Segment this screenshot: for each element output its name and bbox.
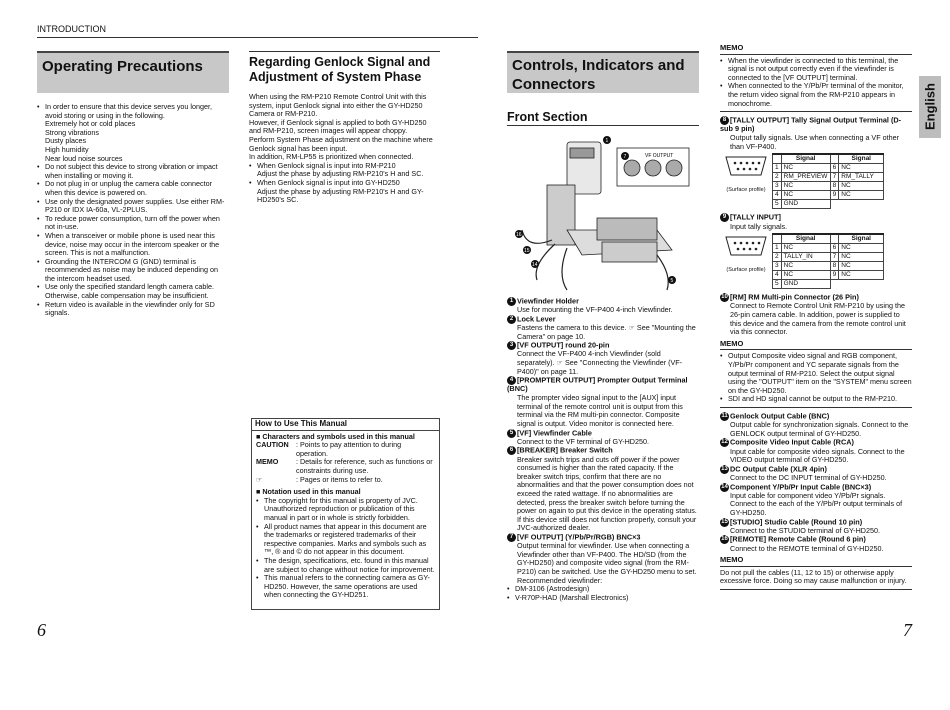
dsub9-icon (723, 153, 769, 183)
vf-output-label: VF OUTPUT (645, 153, 674, 159)
dsub-connector-diagram: (Surface profile) (720, 233, 772, 274)
item-6: 6 [BREAKER] Breaker Switch Breaker switch trips and cuts off power if the power consumed is higher than the rated capacity. If the breaker switch trips, confirm that there are no abnormalities and that the power consumption does not exceed the rated wattage. If no abnormalities are detected, press the breaker switch before turning the power on again to put this device in the operating status. If this device still does not function properly, consult your JVC-authorized dealer. (507, 446, 699, 533)
page-title: Operating Precautions (42, 58, 203, 75)
memo-3: MEMO Do not pull the cables (11, 12 to 15) or otherwise apply excessive force. Doing so may cause malfunction or injury. (720, 556, 912, 590)
item-8: 8 [TALLY OUTPUT] Tally Signal Output Terminal (D-sub 9 pin) Output tally signals. Use when connecting a VF other than VF-P400. (Surface profile) Signal Signal 1 NC 6 NC 2 RM_PREVIEW 7 RM_TALLY 3 NC 8 NC 4 NC 9 NC 5 GND (720, 115, 902, 208)
list-item: • Grounding the INTERCOM G (GND) terminal is recommended as noise may be induced depending on the intercom headset used. (37, 258, 229, 284)
howto-title: How to Use This Manual (252, 419, 439, 431)
list-item: • Use only the specified standard length camera cable. Otherwise, cable compensation may be insufficient. (37, 283, 229, 300)
front-section-heading: Front Section (507, 110, 588, 124)
howto-sub2: ■ Notation used in this manual (256, 487, 361, 497)
svg-text:5: 5 (670, 278, 674, 284)
list-item: • This manual refers to the connecting camera as GY-HD250. However, the same operations are used when connecting the GY-HD251. (256, 574, 435, 600)
item-2: 2 Lock Lever Fastens the camera to this device. ☞ See "Mounting the Camera" on page 10. (507, 315, 699, 341)
memo-1: MEMO • When the viewfinder is connected to this terminal, the signal is not output correctly even if the viewfinder is connected to the [VF OUTPUT] terminal. • When connected to the Y/Pb/Pr terminal of the monitor, the return video signal from the RM-P210 appears in monochrome. (720, 44, 912, 112)
svg-text:14: 14 (532, 262, 538, 268)
item-11: 11 Genlock Output Cable (BNC) Output cable for synchronization signals. Connect to the GENLOCK output terminal of GY-HD250. (721, 411, 909, 438)
front-section-heading-wrap (507, 110, 699, 126)
list-item: • When Genlock signal is input into GY-HD250 Adjust the phase by adjusting RM-P210's H and GY-HD250's SC. (249, 179, 440, 205)
avoid-list: Extremely hot or cold places Strong vibrations Dusty places High humidity Near loud noise sources (45, 119, 136, 163)
howto-sub1: ■ Characters and symbols used in this manual (256, 431, 415, 441)
list-item: • All product names that appear in this document are the trademarks or registered trademarks of their respective companies. Marks and symbols such as ™, ® and © do not appear in this document. (256, 523, 435, 557)
item-3: 3 [VF OUTPUT] round 20-pin Connect the VF-P400 4-inch Viewfinder (sold separately). ☞ See "Connecting the Viewfinder (VF-P400)" on page 11. (507, 341, 699, 376)
list-item: • V-R70P-HAD (Marshall Electronics) (507, 594, 699, 603)
page-number-right: 7 (903, 620, 912, 640)
genlock-rule (249, 51, 440, 52)
item-7: 7 [VF OUTPUT] (Y/Pb/Pr/RGB) BNC×3 Output terminal for viewfinder. Use when connecting a Viewfinder other than VF-P400. The HD/SD (from the GY-HD250) and composite video signal (from the RM-P210) can be switched. Use the GY-HD250 menu to set. Recommended viewfinder: • DM-3106 (Astrodesign) • V-R70P-HAD (Marshall Electronics) (507, 533, 699, 602)
svg-text:7: 7 (623, 154, 627, 160)
list-item: • Do not plug in or unplug the camera cable connector when this device is powered on. (37, 180, 229, 197)
list-item: • In order to ensure that this device serves you longer, avoid storing or using in the following. Extremely hot or cold places Strong vibrations Dusty places High humidity Near loud noise sources (37, 103, 229, 163)
item-9: 9 [TALLY INPUT] Input tally signals. (Surface profile) Signal Signal 1 NC 6 NC 2 TALLY_IN 7 NC 3 NC 8 NC 4 NC 9 NC 5 GND (720, 213, 912, 289)
list-item: • The copyright for this manual is property of JVC. Unauthorized reproduction or publication of this manual in part or in whole is strictly forbidden. (256, 497, 435, 523)
page-title-line2: Connectors (512, 76, 596, 93)
dsub9-icon (723, 233, 769, 263)
tally-input-pin-table: Signal Signal 1 NC 6 NC 2 TALLY_IN 7 NC 3 NC 8 NC 4 NC 9 NC 5 GND (772, 233, 884, 289)
dsub-connector-diagram: (Surface profile) (720, 153, 772, 194)
list-item: • To reduce power consumption, turn off the power when not in-use. (37, 215, 229, 232)
list-item: • When a transceiver or mobile phone is used near this device, noise may occur in the intercom speaker or the screen. This is not a malfunction. (37, 232, 229, 258)
page-number-left: 6 (37, 620, 46, 640)
how-to-use-box: How to Use This Manual ■ Characters and symbols used in this manual CAUTION : Points to pay attention to during operation. MEMO : Details for reference, such as functions or constraints during use. ☞ : Pages or items to refer to. ■ Notation used in this manual • The copyright for this manual is property of JVC. Unauthorized reproduction or publication of this manual in part or in whole is strictly forbidden. • All product names that appear in this document are the trademarks or registered trademarks of their respective companies. Marks and symbols such as ™, ® and © do not appear in this document. • The design, specifications, etc. found in this manual are subject to change without notice for improvement. • This manual refers to the connecting camera as GY-HD250. However, the same operations are used when connecting the GY-HD251. (251, 418, 440, 610)
item-4: 4 [PROMPTER OUTPUT] Prompter Output Terminal (BNC) The prompter video signal input to the [AUX] input terminal of the remote control unit is output from this terminal via the RM multi-pin connector. Composite signal is output. Video monitor is connected here. (507, 375, 688, 429)
item-5: 5 [VF] Viewfinder Cable Connect to the VF terminal of GY-HD250. (507, 429, 699, 447)
items-column-1 (507, 297, 699, 602)
list-item: • DM-3106 (Astrodesign) (507, 585, 699, 594)
items-column-2 (720, 44, 912, 590)
genlock-body: When using the RM-P210 Remote Control Unit with this system, input Genlock signal into either the GY-HD250 Camera or RM-P210. However, if Genlock signal is applied to both GY-HD250 and RM-P210, screen images will appear choppy. Perform System Phase adjustment on the machine where Genlock signal has been input. In addition, RM-LP55 is prioritized when connected. • When Genlock signal is input into RM-P210 Adjust the phase by adjusting RM-P210's H and SC. • When Genlock signal is input into GY-HD250 Adjust the phase by adjusting RM-P210's H and GY-HD250's SC. (249, 93, 440, 205)
list-item: • Return video is available in the viewfinder only for SD signals. (37, 301, 229, 318)
svg-text:1: 1 (605, 138, 609, 144)
item-15: 15 [STUDIO] Studio Cable (Round 10 pin) Connect to the STUDIO terminal of GY-HD250. (721, 516, 880, 535)
svg-text:15: 15 (524, 248, 530, 254)
tally-output-pin-table: Signal Signal 1 NC 6 NC 2 RM_PREVIEW 7 RM_TALLY 3 NC 8 NC 4 NC 9 NC 5 GND (772, 153, 884, 209)
item-10: 10 [RM] RM Multi-pin Connector (26 Pin) Connect to Remote Control Unit RM-P210 by using the 26-pin camera cable. In addition, power is supplied to this device and the camera from the remote control unit via this connector. (721, 292, 906, 337)
reference-icon: ☞ (256, 474, 263, 484)
list-item: • Do not subject this device to strong vibration or impact when installing or moving it. (37, 163, 229, 180)
operating-precautions-title-box (37, 51, 229, 93)
page-title-line1: Controls, Indicators and (512, 57, 685, 74)
section-label: INTRODUCTION (37, 24, 106, 34)
genlock-heading: Regarding Genlock Signal and Adjustment of System Phase (249, 55, 431, 84)
list-item: • The design, specifications, etc. found in this manual are subject to change without notice for improvement. (256, 557, 435, 574)
item-14: 14 Component Y/Pb/Pr Input Cable (BNC×3) Input cable for component video Y/Pb/Pr signals. Connect to the each of the Y/Pb/Pr output terminals of GY-HD250. (721, 481, 903, 517)
item-1: 1 Viewfinder Holder Use for mounting the VF-P400 4-inch Viewfinder. (507, 297, 699, 315)
list-item: • When Genlock signal is input into RM-P210 Adjust the phase by adjusting RM-P210's H and SC. (249, 162, 440, 179)
item-12: 12 Composite Video Input Cable (RCA) Input cable for composite video signals. Connect to the VIDEO output terminal of GY-HD250. (721, 437, 905, 465)
controls-title-box (507, 51, 699, 93)
item-16: 16 [REMOTE] Remote Cable (Round 6 pin) Connect to the REMOTE terminal of GY-HD250. (721, 534, 884, 553)
front-section-illustration (507, 130, 699, 295)
svg-text:16: 16 (516, 232, 522, 238)
item-13: 13 DC Output Cable (XLR 4pin) Connect to the DC INPUT terminal of GY-HD250. (721, 464, 887, 482)
list-item: • Use only the designated power supplies. Use either RM-P210 or IDX IA-60a, VL-2PLUS. (37, 198, 229, 215)
language-tab: English (919, 76, 941, 138)
precautions-list (37, 103, 229, 318)
memo-2: MEMO • Output Composite video signal and RGB component, Y/Pb/Pr component and YC separate signals from the output terminal of RM-P210. Select the output signal using the "OUTPUT" item on the "SYSTEM" menu screen on the GY-HD250. • SDI and HD signal cannot be output to the RM-P210. (720, 340, 912, 408)
header-rule (37, 37, 478, 38)
device-diagram (507, 130, 699, 295)
